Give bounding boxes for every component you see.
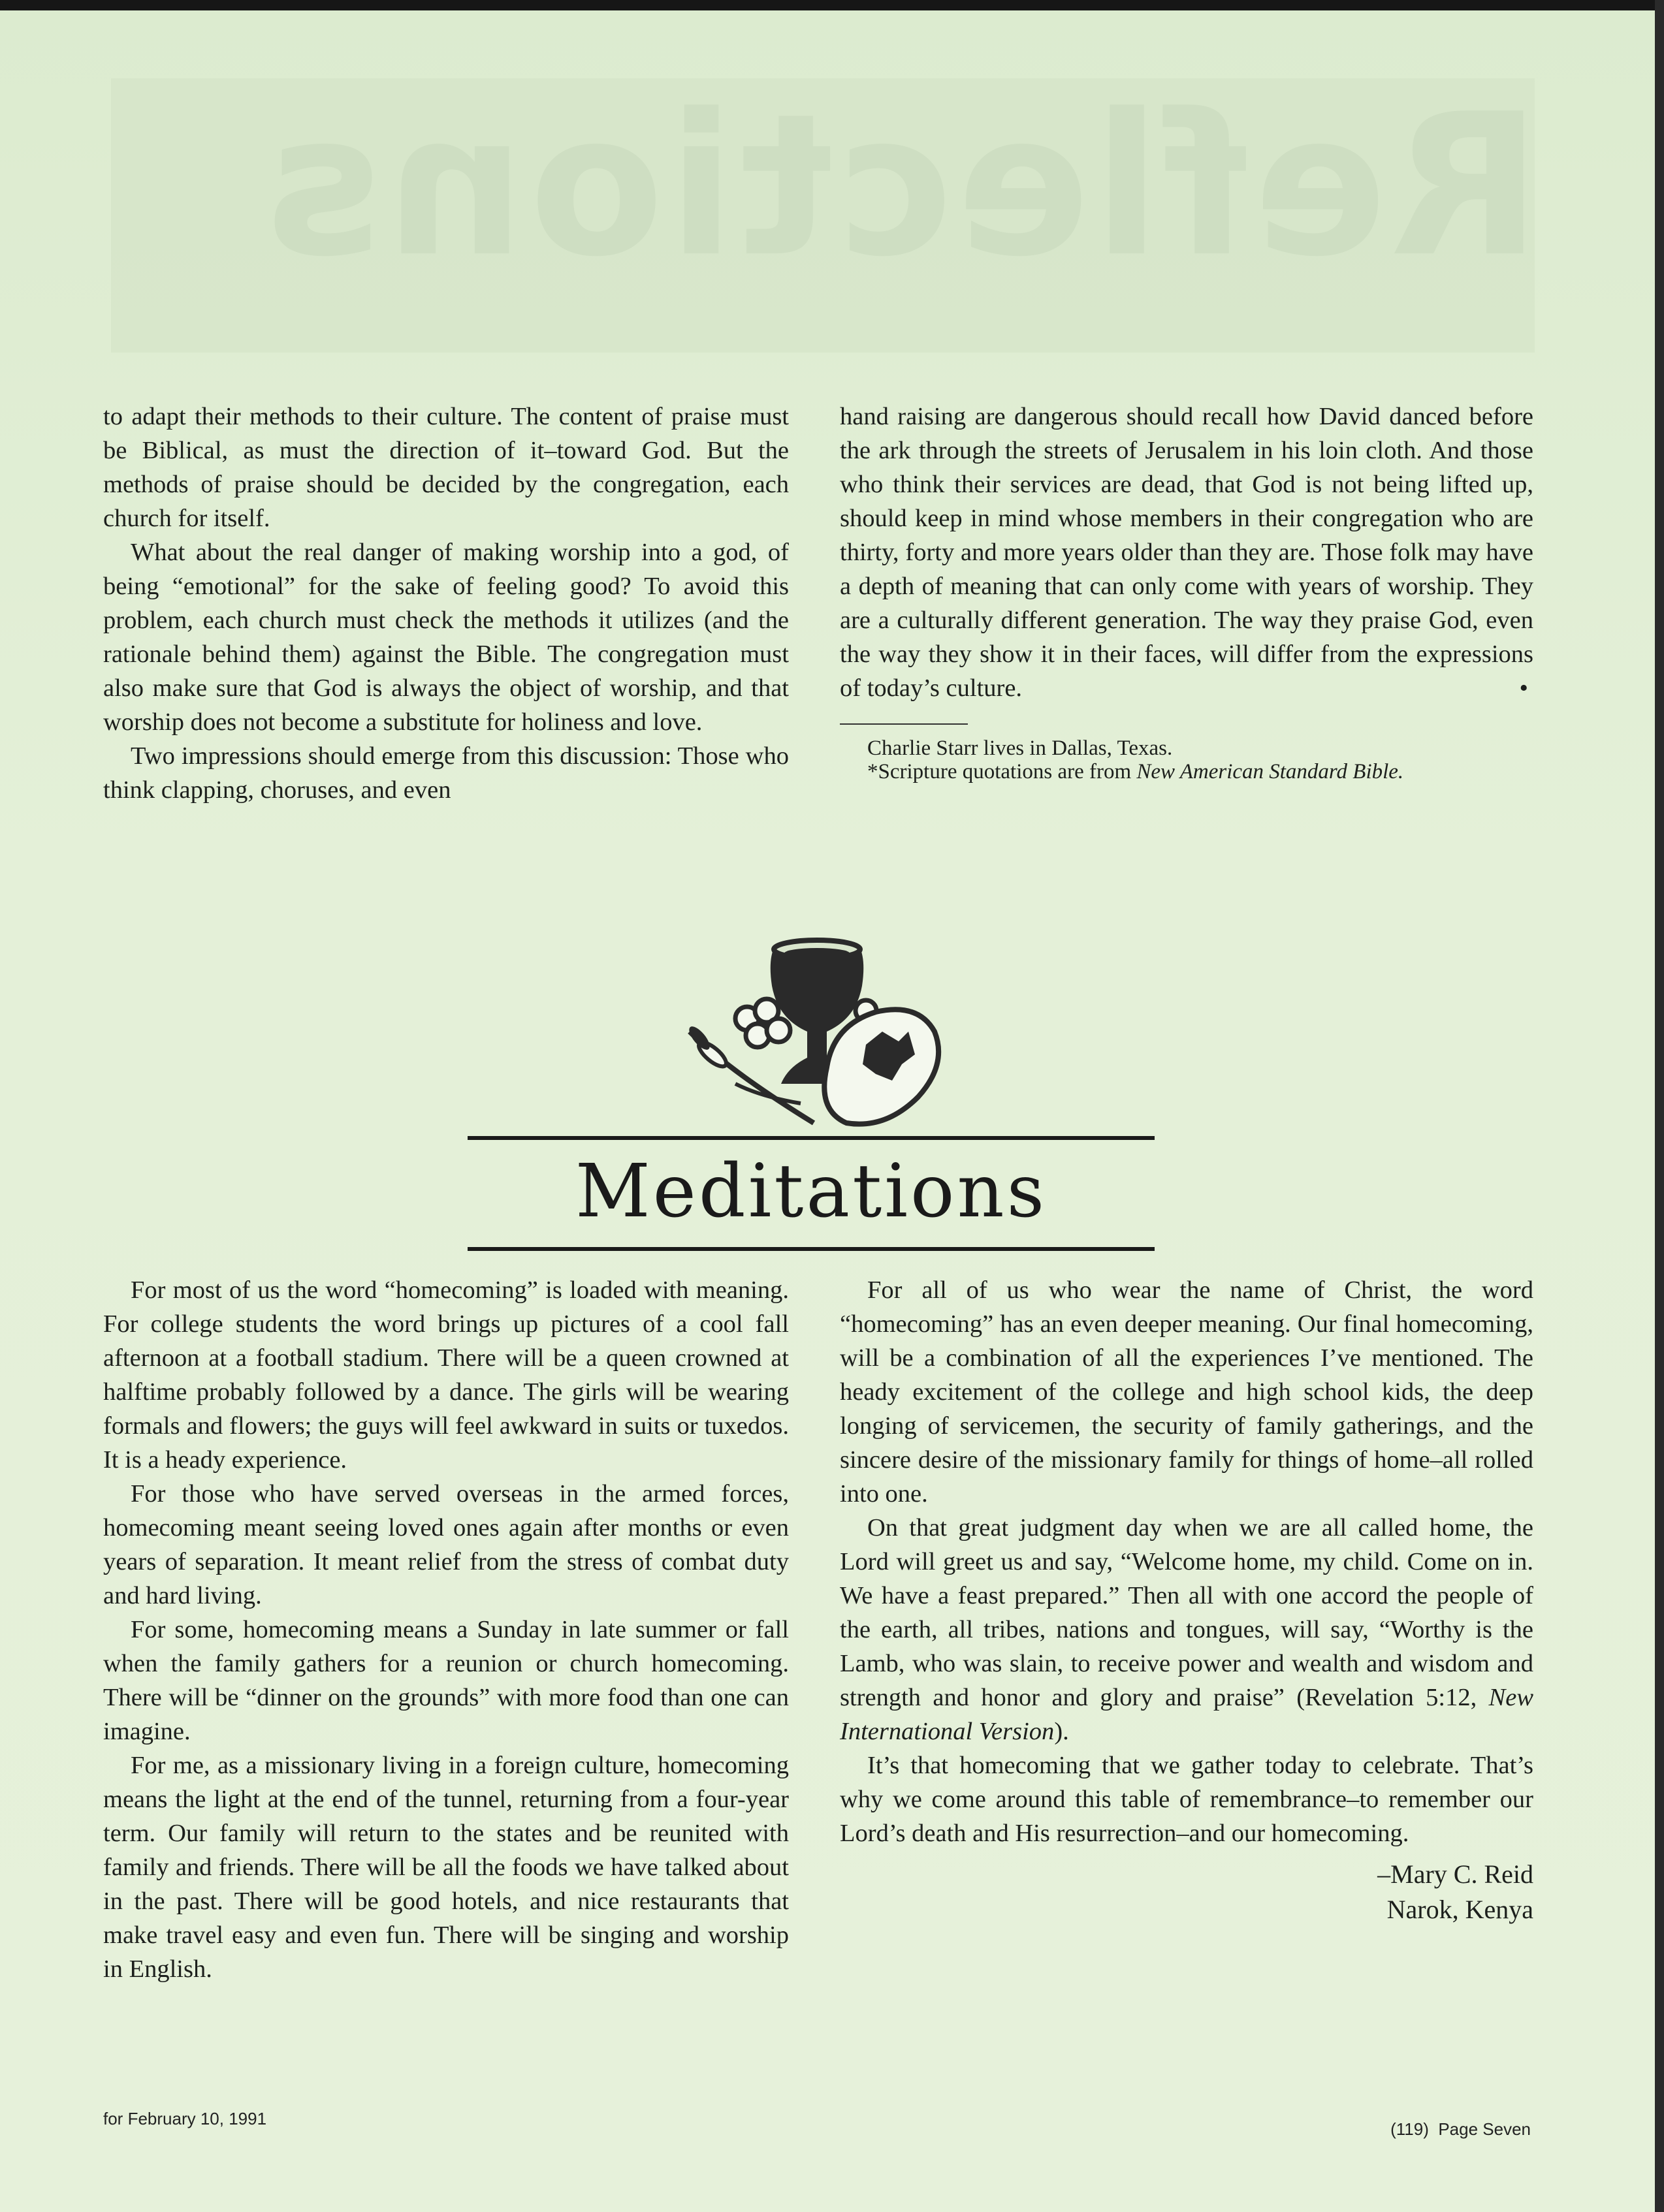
section-title: Meditations: [575, 1149, 1048, 1234]
paragraph: For some, homecoming means a Sunday in late summer or fall when the family gathers for a reunion or church homecoming. There will be “dinner on the grounds” with more food than one can imagine.: [103, 1616, 789, 1745]
paragraph: For all of us who wear the name of Christ, the word “homecoming” has an even deeper meaning. Our final homecoming, will be a combination of all the experiences I’ve mentioned. The heady excitement of the college and high school kids, the deep longing of servicemen, the security of family gatherings, and the sincere desire of the missionary family for things of home–all rolled into one.: [840, 1276, 1533, 1508]
signature: [840, 1857, 1533, 1927]
footer-date: for February 10, 1991: [103, 2109, 267, 2128]
end-mark: •: [1519, 674, 1528, 702]
paragraph: What about the real danger of making worship into a god, of being “emotional” for the sake of feeling good? To avoid this problem, each church must check the methods it utilizes (and the rationale behind them) against the Bible. The congregation must also make sure that God is always the object of worship, and that worship does not become a substitute for holiness and love.: [103, 539, 789, 736]
paragraph: [840, 1511, 1533, 1748]
paragraph: to adapt their methods to their culture. The content of praise must be Biblical, as must the direction of it–toward God. But the methods of praise should be decided by the congregation, each church for itself.: [103, 403, 789, 532]
article-top-left-column: [103, 400, 789, 807]
paragraph: For me, as a missionary living in a foreign culture, homecoming means the light at the end of the tunnel, returning from a four-year term. Our family will return to the states and be reunited with family and friends. There will be all the foods we have talked about in the past. There will be good hotels, and nice restaurants that make travel easy and even fun. There will be singing and worship in English.: [103, 1752, 789, 1983]
bible-version: New International Version: [840, 1684, 1533, 1745]
paragraph-text: On that great judgment day when we are all called home, the Lord will greet us and say, “Welcome home, my child. Come on in. We have a feast prepared.” Then all with one accord the people of the earth, all tribes, nations and tongues, will say, “Worthy is the Lamb, who was slain, to receive power and wealth and wisdom and strength and honor and glory and praise” (Revelation 5:12,: [840, 1514, 1533, 1711]
header-rule-top: [468, 1136, 1155, 1140]
scan-right-edge: [1655, 0, 1664, 2212]
header-rule-bottom: [468, 1247, 1155, 1251]
footer-page-number: (119) Page Seven: [1390, 2119, 1531, 2139]
footnotes: [840, 736, 1533, 783]
footnote-rule: [840, 723, 968, 725]
communion-chalice-bread-icon: [650, 934, 990, 1143]
paragraph: For those who have served overseas in the armed forces, homecoming meant seeing loved ones again after months or even years of separation. It meant relief from the stress of combat duty and hard living.: [103, 1480, 789, 1609]
paragraph: For most of us the word “homecoming” is loaded with meaning. For college students the word brings up pictures of a cool fall afternoon at a football stadium. There will be a queen crowned at halftime probably followed by a dance. The girls will be wearing formals and flowers; the guys will feel awkward in suits or tuxedos. It is a heady experience.: [103, 1276, 789, 1474]
signature-name: –Mary C. Reid: [1377, 1859, 1533, 1889]
paragraph: Two impressions should emerge from this discussion: Those who think clapping, choruses, and even: [103, 742, 789, 804]
meditations-left-column: [103, 1273, 789, 1986]
signature-place: Narok, Kenya: [1386, 1895, 1533, 1924]
meditations-header: [468, 934, 1155, 1260]
paragraph-text: hand raising are dangerous should recall how David danced before the ark through the streets of Jerusalem in his loin cloth. And those who think their services are dead, that God is not being lifted up, should keep in mind whose members in their congregation who are thirty, forty and more years older than they are. Those folk may have a depth of meaning that can only come with years of worship. They are a culturally different generation. The way they praise God, even the way they show it in their faces, will differ from the expressions of today’s culture.: [840, 403, 1533, 702]
scripture-note-prefix: *Scripture quotations are from: [867, 760, 1137, 783]
scripture-note-source: New American Standard Bible.: [1136, 760, 1404, 783]
bleed-through-title: Reflections: [261, 72, 1541, 300]
scan-top-edge: [0, 0, 1664, 10]
article-top-right-column: [840, 400, 1533, 783]
author-note: Charlie Starr lives in Dallas, Texas.: [867, 736, 1173, 760]
paragraph: [840, 400, 1533, 705]
paragraph: It’s that homecoming that we gather today to celebrate. That’s why we come around this table of remembrance–to remember our Lord’s death and His resurrection–and our homecoming.: [840, 1752, 1533, 1847]
meditations-right-column: [840, 1273, 1533, 1927]
scripture-note: [840, 760, 1533, 783]
paragraph-end: ).: [1054, 1718, 1069, 1745]
